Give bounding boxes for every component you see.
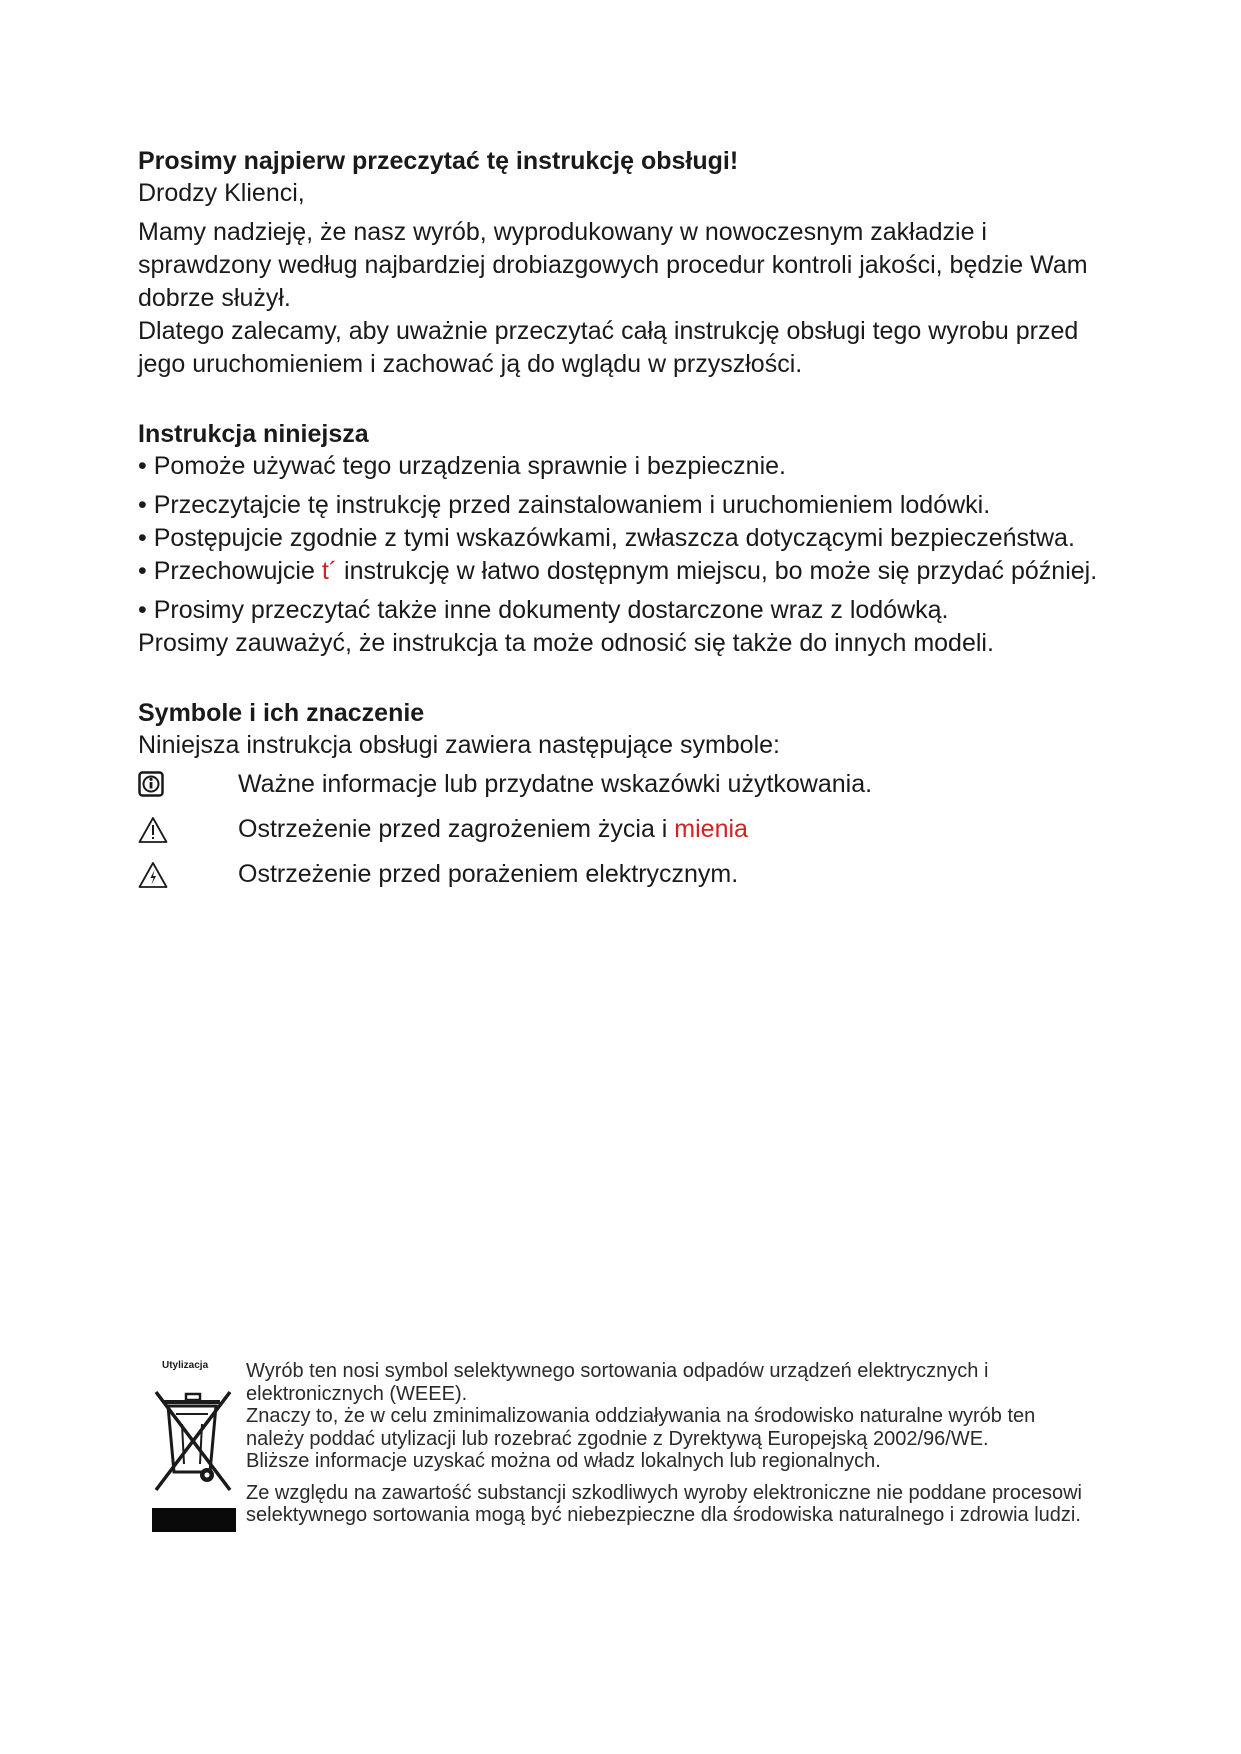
symbols-intro: Niniejsza instrukcja obsługi zawiera następujące symbole: [138, 731, 780, 759]
symbol-row-electric [138, 852, 1098, 897]
weee-paragraph-1: Wyrób ten nosi symbol selektywnego sortowania odpadów urządzeń elektrycznych i elektronicznych (WEEE). [246, 1360, 989, 1405]
intro-heading: Prosimy najpierw przeczytać tę instrukcję obsługi! [138, 147, 739, 175]
weee-paragraph-2: Znaczy to, że w celu zminimalizowania oddziaływania na środowisko naturalne wyrób ten należy poddać utylizacji lub rozebrać zgodnie z Dyrektywą Europejską 2002/96/WE. [246, 1405, 1036, 1450]
weee-caption: Utylizacja [162, 1360, 209, 1371]
weee-paragraph-4: Ze względu na zawartość substancji szkodliwych wyroby elektroniczne nie poddane procesowi selektywnego sortowania mogą być niebezpieczne dla środowiska naturalnego i zdrowia ludzi. [246, 1481, 1082, 1526]
symbol-row-info [138, 762, 1098, 807]
warning-text-red: mienia [674, 815, 748, 843]
bullet-4-end: instrukcję w łatwo dostępnym miejscu, bo może się przydać później. [337, 557, 1098, 585]
warning-symbol-text [238, 813, 748, 846]
bullet-4-red-fragment: t´ [321, 557, 338, 585]
instruction-bullet-4 [138, 555, 1098, 588]
instruction-heading: Instrukcja niniejsza [138, 420, 369, 448]
electric-symbol-text: Ostrzeżenie przed porażeniem elektrycznym. [238, 860, 739, 888]
info-icon [138, 770, 238, 800]
info-symbol-text: Ważne informacje lub przydatne wskazówki użytkowania. [238, 770, 873, 798]
warning-triangle-icon [138, 815, 238, 845]
intro-paragraph-2: Dlatego zalecamy, aby uważnie przeczytać całą instrukcję obsługi tego wyrobu przed jego uruchomieniem i zachować ją do wglądu w przyszłości. [138, 317, 1079, 378]
instruction-bullet-5: • Prosimy przeczytać także inne dokumenty dostarczone wraz z lodówką. [138, 596, 949, 624]
instruction-bullet-1: • Pomoże używać tego urządzenia sprawnie i bezpiecznie. [138, 452, 786, 480]
electric-shock-icon [138, 860, 238, 890]
symbol-row-warning [138, 807, 1098, 852]
weee-text [246, 1360, 1086, 1527]
instruction-note: Prosimy zauważyć, że instrukcja ta może odnosić się także do innych modeli. [138, 629, 994, 657]
instruction-bullet-3: • Postępujcie zgodnie z tymi wskazówkami, zwłaszcza dotyczącymi bezpieczeństwa. [138, 524, 1075, 552]
instruction-bullet-2: • Przeczytajcie tę instrukcję przed zainstalowaniem i uruchomieniem lodówki. [138, 491, 991, 519]
intro-paragraph-1: Mamy nadzieję, że nasz wyrób, wyprodukowany w nowoczesnym zakładzie i sprawdzony według najbardziej drobiazgowych procedur kontroli jakości, będzie Wam dobrze służył. [138, 218, 1088, 312]
manual-page [138, 146, 1098, 897]
symbols-heading: Symbole i ich znaczenie [138, 699, 425, 727]
bullet-4-start: • Przechowujcie [138, 557, 322, 585]
weee-paragraph-3: Bliższe informacje uzyskać można od władz lokalnych lub regionalnych. [246, 1450, 881, 1472]
greeting: Drodzy Klienci, [138, 179, 305, 207]
crossed-bin-icon [152, 1378, 236, 1538]
warning-text-start: Ostrzeżenie przed zagrożeniem życia i [238, 815, 675, 843]
